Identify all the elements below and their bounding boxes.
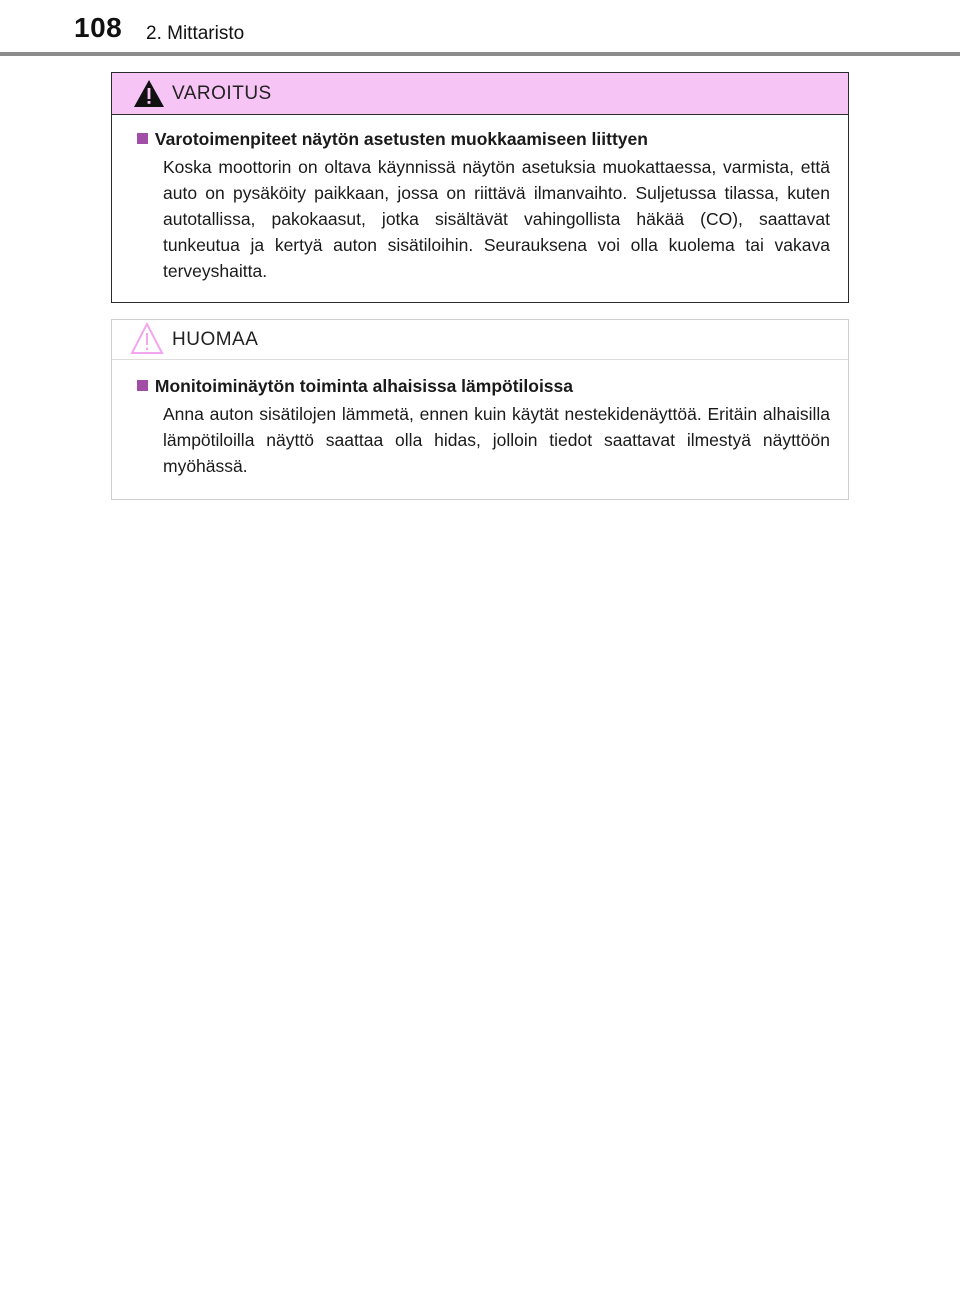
page-number: 108 <box>74 12 123 43</box>
bullet-square-icon <box>137 133 148 144</box>
notice-header <box>112 320 848 360</box>
warning-triangle-icon <box>133 79 165 109</box>
notice-box <box>111 319 849 500</box>
warning-label: VAROITUS <box>172 83 272 104</box>
caution-triangle-outline-icon <box>130 322 164 356</box>
bullet-square-icon <box>137 380 148 391</box>
notice-item-title-text: Monitoiminäytön toiminta alhaisissa lämpötiloissa <box>154 376 574 396</box>
warning-item-title-text: Varotoimenpiteet näytön asetusten muokkaamiseen liittyen <box>154 129 648 149</box>
page-header <box>0 0 960 58</box>
warning-box <box>111 72 849 303</box>
warning-item-text: Koska moottorin on oltava käynnissä näytön asetuksia muokattaessa, varmista, että auto on pysäköity paikkaan, jossa on riittävä ilmanvaihto. Suljetussa tilassa, kuten autotallissa, pakokaasut, jotka sisältävät vahingollista häkää (CO), saattavat tunkeutua ja kertyä auton sisätiloihin. Seurauksena voi olla kuolema tai vakava terveyshaitta. <box>163 157 830 281</box>
header-rule <box>0 52 960 56</box>
section-title: 2. Mittaristo <box>146 23 245 44</box>
warning-body <box>112 115 848 284</box>
notice-body <box>112 360 848 479</box>
warning-header <box>112 73 848 115</box>
notice-label: HUOMAA <box>172 329 259 350</box>
notice-item-title <box>137 374 830 398</box>
warning-item-title <box>137 127 830 151</box>
notice-item-text: Anna auton sisätilojen lämmetä, ennen kuin käytät nestekidenäyttöä. Eritäin alhaisilla lämpötiloilla näyttö saattaa olla hidas, jolloin tiedot saattavat ilmestyä näyttöön myöhässä. <box>163 404 830 476</box>
